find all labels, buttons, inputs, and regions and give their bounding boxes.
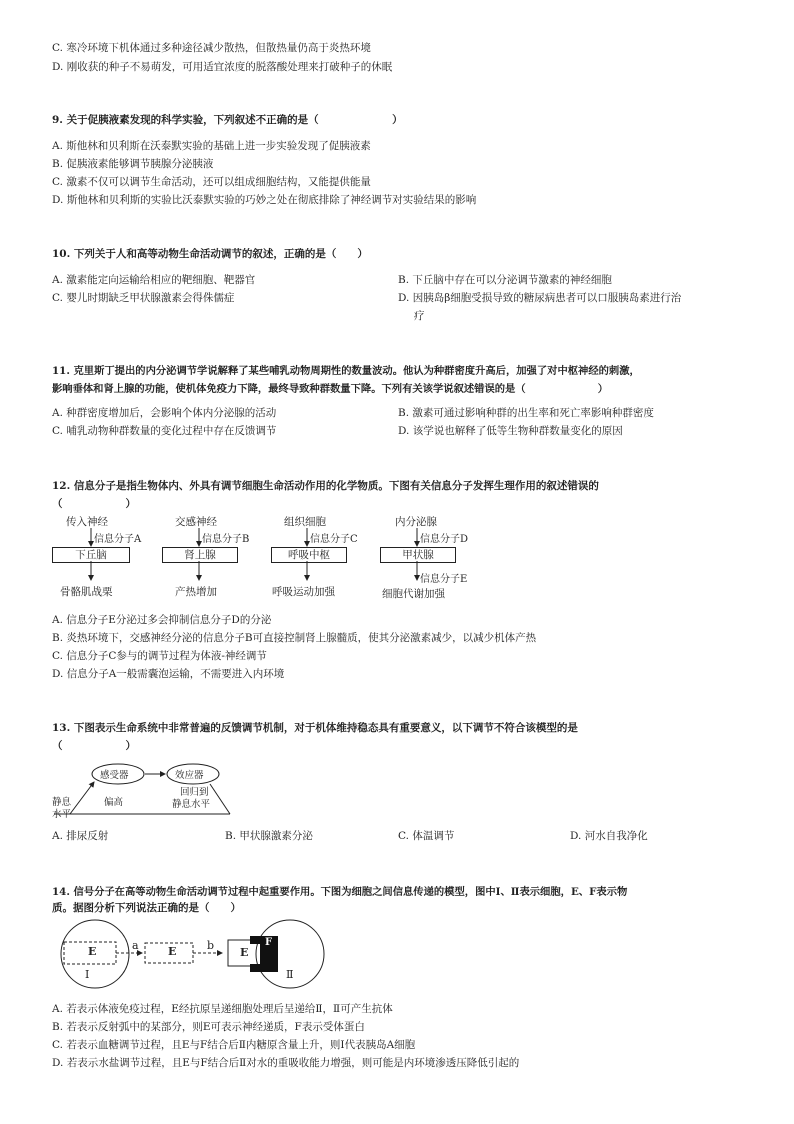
option-d-prev: D. 刚收获的种子不易萌发，可用适宜浓度的脱落酸处理来打破种子的休眠 bbox=[52, 61, 393, 73]
question-12-stem-1: 12. 信息分子是指生物体内、外具有调节细胞生命活动作用的化学物质。下图有关信息分子发挥生理作用的叙述错误的 bbox=[52, 480, 599, 492]
question-11-stem-1: 11. 克里斯丁提出的内分泌调节学说解释了某些哺乳动物周期性的数量波动。他认为种群密度升高后，加强了对中枢神经的刺激， bbox=[52, 365, 640, 377]
effect-heat-increase: 产热增加 bbox=[175, 586, 217, 598]
q10-option-b: B. 下丘脑中存在可以分泌调节激素的神经细胞 bbox=[398, 274, 612, 286]
q11-option-b: B. 激素可通过影响种群的出生率和死亡率影响种群密度 bbox=[398, 407, 654, 419]
q14-option-c: C. 若表示血糖调节过程，且E与F结合后Ⅱ内糖原含量上升，则Ⅰ代表胰岛A细胞 bbox=[52, 1039, 416, 1051]
signal-d-label: 信息分子D bbox=[420, 534, 469, 545]
cell-signaling-diagram bbox=[50, 918, 340, 990]
q12-option-c: C. 信息分子C参与的调节过程为体液-神经调节 bbox=[52, 650, 267, 662]
q10-option-d: D. 因胰岛β细胞受损导致的糖尿病患者可以口服胰岛素进行治 bbox=[398, 292, 682, 304]
q11-option-d: D. 该学说也解释了低等生物种群数量变化的原因 bbox=[398, 425, 623, 437]
cell-1-label: Ⅰ bbox=[85, 968, 90, 981]
q11-option-c: C. 哺乳动物种群数量的变化过程中存在反馈调节 bbox=[52, 425, 277, 437]
q14-option-b: B. 若表示反射弧中的某部分，则E可表示神经递质，F表示受体蛋白 bbox=[52, 1021, 365, 1033]
rest-label-1: 静息 bbox=[52, 797, 72, 808]
effect-shivering: 骨骼肌战栗 bbox=[60, 586, 113, 598]
q12-option-d: D. 信息分子A一般需囊泡运输，不需要进入内环境 bbox=[52, 668, 285, 680]
source-tissue-cells: 组织细胞 bbox=[284, 516, 326, 528]
path-b-label: b bbox=[207, 939, 215, 952]
q12-option-b: B. 炎热环境下，交感神经分泌的信息分子B可直接控制肾上腺髓质，使其分泌激素减少，以减少机体产热 bbox=[52, 632, 537, 644]
source-sympathetic-nerve: 交感神经 bbox=[175, 516, 217, 528]
q10-option-a: A. 激素能定向运输给相应的靶细胞、靶器官 bbox=[52, 274, 256, 286]
hypothalamus-box: 下丘脑 bbox=[52, 547, 130, 563]
path-a-label: a bbox=[132, 939, 139, 952]
signal-molecule-diagram bbox=[50, 512, 490, 602]
question-14-stem-2: 质。据图分析下列说法正确的是（ ） bbox=[52, 902, 241, 914]
q14-option-a: A. 若表示体液免疫过程，E经抗原呈递细胞处理后呈递给Ⅱ，Ⅱ可产生抗体 bbox=[52, 1003, 393, 1015]
effector-label: 效应器 bbox=[175, 770, 204, 781]
return-label-1: 回归到 bbox=[180, 787, 209, 798]
thyroid-box: 甲状腺 bbox=[380, 547, 456, 563]
q12-option-a: A. 信息分子E分泌过多会抑制信息分子D的分泌 bbox=[52, 614, 272, 626]
rest-label-2: 水平 bbox=[52, 809, 72, 820]
question-9-stem: 9. 关于促胰液素发现的科学实验，下列叙述不正确的是（ ） bbox=[52, 114, 403, 126]
question-10-stem: 10. 下列关于人和高等动物生命活动调节的叙述，正确的是（ ） bbox=[52, 248, 368, 260]
receptor-label: 感受器 bbox=[100, 770, 129, 781]
q9-option-b: B. 促胰液素能够调节胰腺分泌胰液 bbox=[52, 158, 214, 170]
effect-breathing: 呼吸运动加强 bbox=[272, 586, 335, 598]
return-label-2: 静息水平 bbox=[172, 799, 211, 810]
signal-b-label: 信息分子B bbox=[202, 534, 250, 545]
question-14-stem-1: 14. 信号分子在高等动物生命活动调节过程中起重要作用。下图为细胞之间信息传递的模型，图中Ⅰ、Ⅱ表示细胞，E、F表示物 bbox=[52, 886, 628, 898]
signal-e-label: 信息分子E bbox=[420, 574, 468, 585]
q10-option-c: C. 婴儿时期缺乏甲状腺激素会得侏儒症 bbox=[52, 292, 235, 304]
q9-option-d: D. 斯他林和贝利斯的实验比沃泰默实验的巧妙之处在彻底排除了神经调节对实验结果的影响 bbox=[52, 194, 477, 206]
q13-option-b: B. 甲状腺激素分泌 bbox=[225, 830, 313, 842]
adrenal-box: 肾上腺 bbox=[162, 547, 238, 563]
q9-option-a: A. 斯他林和贝利斯在沃泰默实验的基础上进一步实验发现了促胰液素 bbox=[52, 140, 371, 152]
question-13-stem-2: （ ） bbox=[52, 740, 136, 752]
feedback-diagram bbox=[50, 760, 250, 820]
signal-a-label: 信息分子A bbox=[94, 534, 142, 545]
option-c-prev: C. 寒冷环境下机体通过多种途径减少散热，但散热量仍高于炎热环境 bbox=[52, 42, 371, 54]
substance-f: F bbox=[265, 937, 273, 948]
source-afferent-nerve: 传入神经 bbox=[66, 516, 108, 528]
deviate-label: 偏高 bbox=[104, 797, 124, 808]
source-endocrine-gland: 内分泌腺 bbox=[395, 516, 437, 528]
substance-e-2: E bbox=[168, 945, 177, 958]
q11-option-a: A. 种群密度增加后，会影响个体内分泌腺的活动 bbox=[52, 407, 277, 419]
question-13-stem-1: 13. 下图表示生命系统中非常普遍的反馈调节机制，对于机体维持稳态具有重要意义，以下调节不符合该模型的是 bbox=[52, 722, 578, 734]
q13-option-c: C. 体温调节 bbox=[398, 830, 455, 842]
effect-metabolism: 细胞代谢加强 bbox=[382, 588, 445, 600]
cell-2-label: Ⅱ bbox=[286, 968, 294, 981]
q13-option-a: A. 排尿反射 bbox=[52, 830, 109, 842]
question-11-stem-2: 影响垂体和肾上腺的功能，使机体免疫力下降，最终导致种群数量下降。下列有关该学说叙述错误的是（ ） bbox=[52, 383, 609, 395]
question-12-stem-2: （ ） bbox=[52, 498, 136, 510]
signal-c-label: 信息分子C bbox=[310, 534, 358, 545]
respiratory-center-box: 呼吸中枢 bbox=[271, 547, 347, 563]
q9-option-c: C. 激素不仅可以调节生命活动，还可以组成细胞结构，又能提供能量 bbox=[52, 176, 371, 188]
q10-option-d-cont: 疗 bbox=[414, 310, 425, 322]
substance-e-1: E bbox=[88, 945, 97, 958]
substance-e-3: E bbox=[240, 946, 249, 959]
q13-option-d: D. 河水自我净化 bbox=[570, 830, 648, 842]
q14-option-d: D. 若表示水盐调节过程，且E与F结合后Ⅱ对水的重吸收能力增强，则可能是内环境渗透压降低引起的 bbox=[52, 1057, 520, 1069]
